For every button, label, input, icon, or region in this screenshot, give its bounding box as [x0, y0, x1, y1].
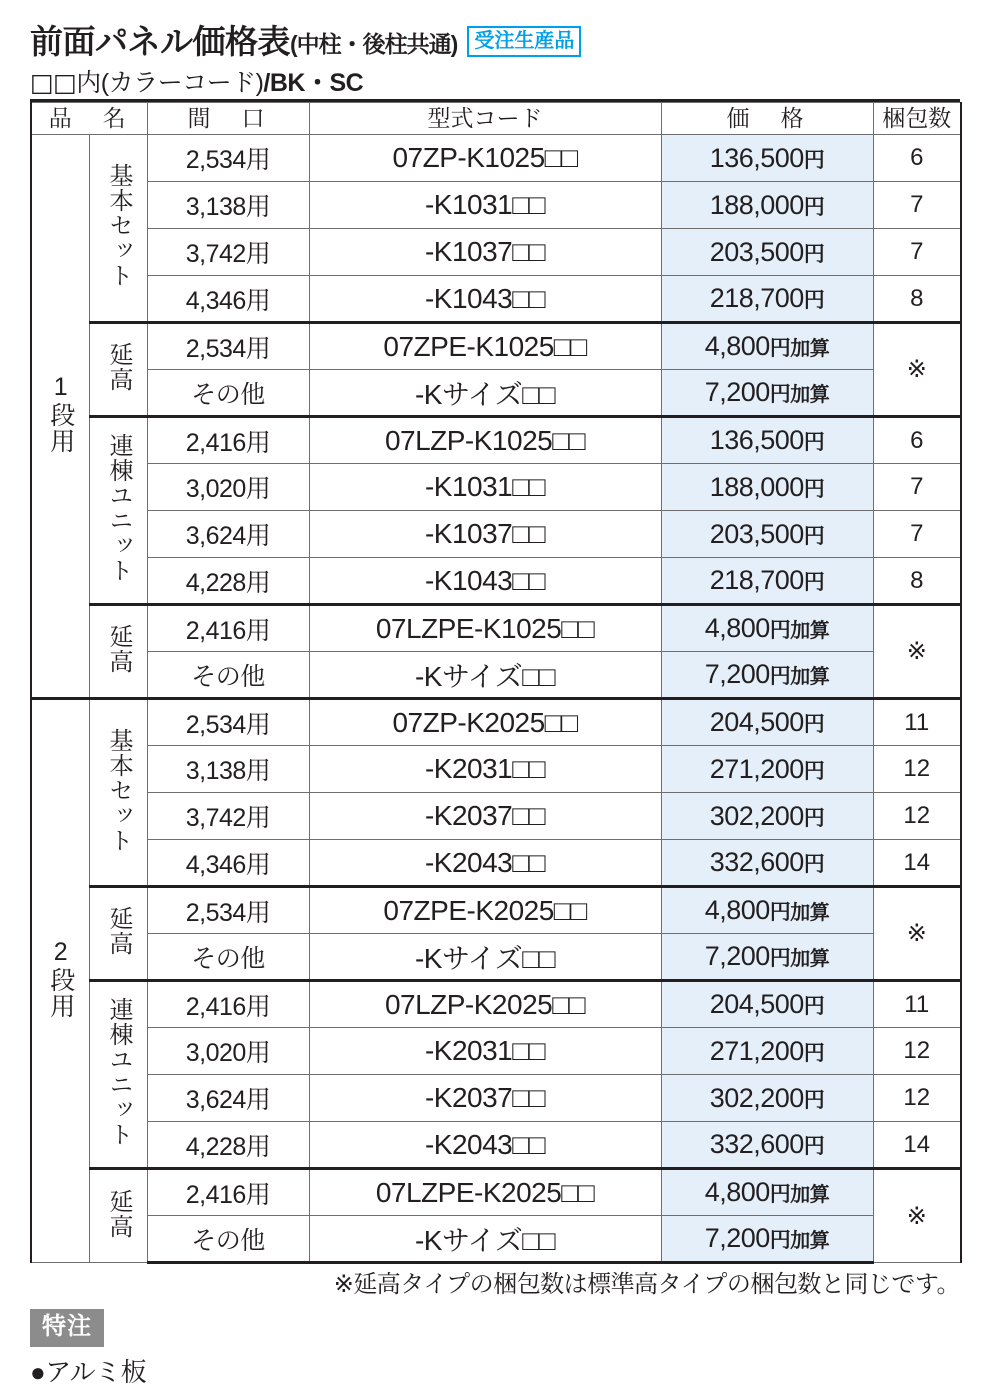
color-code-note: (カラーコード)	[100, 69, 264, 97]
cell-model-code: -K1037□□	[309, 229, 661, 276]
table-row	[31, 1122, 961, 1169]
yen-symbol: 円	[803, 242, 825, 266]
group-label-cell	[89, 981, 147, 1169]
cell-width: 2,534用	[147, 135, 309, 182]
group-label: 基本セット	[105, 163, 132, 289]
group-label-cell	[89, 699, 147, 887]
yen-symbol: 円	[803, 1135, 825, 1159]
table-row	[31, 417, 961, 464]
col-header-pack: 梱包数	[873, 103, 961, 135]
tier-label-cell	[31, 135, 89, 699]
table-row	[31, 840, 961, 887]
cell-price: 218,700円	[661, 558, 873, 605]
cell-price: 7,200円加算	[661, 934, 873, 981]
cell-width: 2,416用	[147, 417, 309, 464]
yen-symbol: 円	[769, 1229, 791, 1253]
cell-model-code: -Kサイズ□□	[309, 652, 661, 699]
yen-symbol: 円	[803, 806, 825, 830]
cell-price: 271,200円	[661, 746, 873, 793]
price-suffix: 加算	[790, 384, 830, 407]
price-suffix: 加算	[790, 1184, 830, 1207]
yen-symbol: 円	[803, 713, 825, 737]
cell-pack-count: 12	[873, 1075, 961, 1122]
cell-model-code: -K2043□□	[309, 1122, 661, 1169]
cell-price: 4,800円加算	[661, 323, 873, 370]
cell-pack-count: 7	[873, 511, 961, 558]
cell-price: 302,200円	[661, 793, 873, 840]
cell-price: 136,500円	[661, 135, 873, 182]
cell-price: 332,600円	[661, 1122, 873, 1169]
special-order-badge: 特注	[30, 1309, 104, 1347]
page-header	[0, 0, 988, 58]
cell-pack-count: 6	[873, 417, 961, 464]
cell-width: 3,138用	[147, 182, 309, 229]
group-label: 延高	[105, 342, 132, 393]
cell-model-code: 07ZP-K2025□□	[309, 699, 661, 746]
cell-model-code: -Kサイズ□□	[309, 934, 661, 981]
col-header-code: 型式コード	[309, 103, 661, 135]
group-label: 連棟ユニット	[105, 433, 132, 584]
cell-price: 204,500円	[661, 699, 873, 746]
cell-model-code: -K2043□□	[309, 840, 661, 887]
cell-price: 188,000円	[661, 182, 873, 229]
cell-model-code: -Kサイズ□□	[309, 1216, 661, 1263]
price-suffix: 加算	[790, 948, 830, 971]
yen-symbol: 円	[803, 759, 825, 783]
cell-price: 203,500円	[661, 229, 873, 276]
table-row	[31, 276, 961, 323]
cell-width: 4,228用	[147, 558, 309, 605]
cell-model-code: -K2037□□	[309, 1075, 661, 1122]
col-header-width: 間 口	[147, 103, 309, 135]
yen-symbol: 円	[803, 995, 825, 1019]
cell-model-code: 07LZP-K2025□□	[309, 981, 661, 1028]
cell-width: 2,534用	[147, 887, 309, 934]
page-footer	[30, 1271, 960, 1387]
cell-pack-count: 12	[873, 793, 961, 840]
cell-model-code: 07ZPE-K1025□□	[309, 323, 661, 370]
cell-model-code: 07LZP-K1025□□	[309, 417, 661, 464]
cell-width: その他	[147, 652, 309, 699]
cell-width: その他	[147, 370, 309, 417]
group-label-cell	[89, 135, 147, 323]
cell-pack-count: 7	[873, 464, 961, 511]
col-header-name: 品 名	[31, 103, 147, 135]
cell-model-code: 07ZPE-K2025□□	[309, 887, 661, 934]
yen-symbol: 円	[769, 337, 791, 361]
table-row	[31, 229, 961, 276]
yen-symbol: 円	[803, 1088, 825, 1112]
cell-width: 2,534用	[147, 699, 309, 746]
cell-pack-count: 6	[873, 135, 961, 182]
table-row	[31, 934, 961, 981]
page-title: 前面パネル価格表	[30, 23, 290, 60]
cell-model-code: -K1031□□	[309, 464, 661, 511]
group-label-cell	[89, 887, 147, 981]
cell-price: 302,200円	[661, 1075, 873, 1122]
group-label: 延高	[105, 906, 132, 957]
table-row	[31, 464, 961, 511]
cell-pack-count: 7	[873, 229, 961, 276]
cell-price: 7,200円加算	[661, 370, 873, 417]
yen-symbol: 円	[803, 289, 825, 313]
cell-model-code: 07ZP-K1025□□	[309, 135, 661, 182]
tier-label: 1段用	[46, 373, 75, 455]
cell-price: 188,000円	[661, 464, 873, 511]
cell-pack-count: ※	[873, 323, 961, 417]
yen-symbol: 円	[803, 853, 825, 877]
page-title-suffix: (中柱・後柱共通)	[290, 31, 458, 57]
cell-pack-count: 11	[873, 699, 961, 746]
cell-model-code: -K1037□□	[309, 511, 661, 558]
cell-width: 3,624用	[147, 511, 309, 558]
price-suffix: 加算	[790, 338, 830, 361]
cell-width: 4,346用	[147, 840, 309, 887]
yen-symbol: 円	[769, 619, 791, 643]
yen-symbol: 円	[803, 524, 825, 548]
cell-pack-count: 12	[873, 1028, 961, 1075]
yen-symbol: 円	[769, 665, 791, 689]
price-suffix: 加算	[790, 666, 830, 689]
table-row	[31, 981, 961, 1028]
group-label-cell	[89, 1169, 147, 1263]
cell-width: 4,346用	[147, 276, 309, 323]
table-row	[31, 699, 961, 746]
table-row	[31, 793, 961, 840]
tier-label: 2段用	[46, 938, 75, 1020]
price-suffix: 加算	[790, 1230, 830, 1253]
cell-price: 7,200円加算	[661, 652, 873, 699]
yen-symbol: 円	[769, 1183, 791, 1207]
table-row	[31, 323, 961, 370]
yen-symbol: 円	[803, 1041, 825, 1065]
cell-model-code: -Kサイズ□□	[309, 370, 661, 417]
cell-price: 218,700円	[661, 276, 873, 323]
yen-symbol: 円	[803, 148, 825, 172]
table-body	[31, 135, 961, 1263]
price-table	[30, 102, 962, 1264]
price-suffix: 加算	[790, 902, 830, 925]
color-code-caption	[30, 70, 960, 102]
table-row	[31, 135, 961, 182]
cell-price: 332,600円	[661, 840, 873, 887]
yen-symbol: 円	[769, 383, 791, 407]
col-header-price: 価 格	[661, 103, 873, 135]
cell-width: その他	[147, 1216, 309, 1263]
cell-width: 2,416用	[147, 981, 309, 1028]
group-label-cell	[89, 323, 147, 417]
cell-width: 3,624用	[147, 1075, 309, 1122]
table-row	[31, 746, 961, 793]
cell-pack-count: 7	[873, 182, 961, 229]
cell-pack-count: 14	[873, 840, 961, 887]
footnote-text: ※延高タイプの梱包数は標準高タイプの梱包数と同じです。	[333, 1271, 960, 1299]
table-row	[31, 605, 961, 652]
table-row	[31, 1075, 961, 1122]
cell-width: 3,742用	[147, 229, 309, 276]
made-to-order-badge: 受注生産品	[467, 26, 581, 57]
cell-width: 3,020用	[147, 464, 309, 511]
table-row	[31, 182, 961, 229]
group-label: 基本セット	[105, 727, 132, 853]
cell-pack-count: 8	[873, 558, 961, 605]
cell-price: 136,500円	[661, 417, 873, 464]
yen-symbol: 円	[769, 901, 791, 925]
cell-model-code: -K2037□□	[309, 793, 661, 840]
cell-price: 4,800円加算	[661, 1169, 873, 1216]
color-code-slash: /	[263, 69, 270, 97]
cell-model-code: -K1043□□	[309, 276, 661, 323]
cell-price: 204,500円	[661, 981, 873, 1028]
group-label-cell	[89, 605, 147, 699]
color-code-placeholder: □□内	[30, 68, 101, 97]
yen-symbol: 円	[769, 947, 791, 971]
table-row	[31, 370, 961, 417]
cell-price: 7,200円加算	[661, 1216, 873, 1263]
cell-width: 4,228用	[147, 1122, 309, 1169]
cell-width: 2,416用	[147, 1169, 309, 1216]
cell-model-code: 07LZPE-K2025□□	[309, 1169, 661, 1216]
cell-model-code: 07LZPE-K1025□□	[309, 605, 661, 652]
group-label-cell	[89, 417, 147, 605]
cell-width: 3,742用	[147, 793, 309, 840]
group-label: 延高	[105, 1188, 132, 1239]
table-row	[31, 887, 961, 934]
group-label: 連棟ユニット	[105, 997, 132, 1148]
table-row	[31, 511, 961, 558]
cell-pack-count: 12	[873, 746, 961, 793]
group-label: 延高	[105, 624, 132, 675]
yen-symbol: 円	[803, 195, 825, 219]
table-row	[31, 1216, 961, 1263]
cell-price: 203,500円	[661, 511, 873, 558]
table-row	[31, 652, 961, 699]
cell-price: 271,200円	[661, 1028, 873, 1075]
color-code-values: BK・SC	[269, 69, 364, 97]
material-bullet: ●アルミ板	[30, 1356, 147, 1387]
tier-label-cell	[31, 699, 89, 1263]
cell-width: その他	[147, 934, 309, 981]
cell-pack-count: 11	[873, 981, 961, 1028]
yen-symbol: 円	[803, 571, 825, 595]
cell-model-code: -K1043□□	[309, 558, 661, 605]
cell-pack-count: ※	[873, 605, 961, 699]
cell-width: 3,020用	[147, 1028, 309, 1075]
table-row	[31, 558, 961, 605]
cell-pack-count: ※	[873, 887, 961, 981]
cell-model-code: -K2031□□	[309, 746, 661, 793]
yen-symbol: 円	[803, 431, 825, 455]
cell-price: 4,800円加算	[661, 887, 873, 934]
price-suffix: 加算	[790, 620, 830, 643]
cell-price: 4,800円加算	[661, 605, 873, 652]
cell-width: 3,138用	[147, 746, 309, 793]
yen-symbol: 円	[803, 477, 825, 501]
cell-pack-count: 14	[873, 1122, 961, 1169]
table-row	[31, 1028, 961, 1075]
cell-model-code: -K1031□□	[309, 182, 661, 229]
cell-model-code: -K2031□□	[309, 1028, 661, 1075]
cell-width: 2,534用	[147, 323, 309, 370]
cell-width: 2,416用	[147, 605, 309, 652]
table-row	[31, 1169, 961, 1216]
table-header	[31, 103, 961, 135]
cell-pack-count: 8	[873, 276, 961, 323]
cell-pack-count: ※	[873, 1169, 961, 1263]
